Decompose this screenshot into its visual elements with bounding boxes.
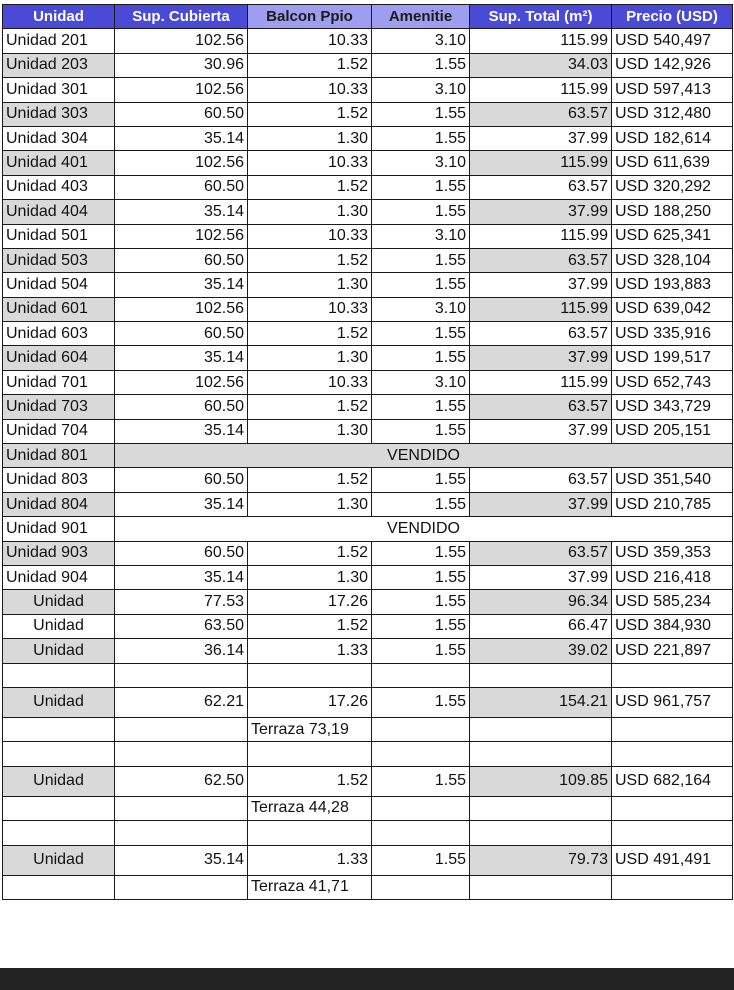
table-row <box>3 29 733 53</box>
amenitie-cell: 1.55 <box>372 175 470 199</box>
amenitie-cell: 1.55 <box>372 53 470 77</box>
balcon-cell: 1.30 <box>248 273 372 297</box>
sup-cubierta-cell: 35.14 <box>115 273 248 297</box>
empty-cell <box>612 663 733 687</box>
sup-total-cell: 63.57 <box>470 468 612 492</box>
sup-total-cell: 34.03 <box>470 53 612 77</box>
balcon-cell: 1.30 <box>248 419 372 443</box>
empty-cell <box>3 796 115 820</box>
empty-cell <box>470 742 612 766</box>
unit-cell: Unidad 303 <box>3 102 115 126</box>
sup-total-cell: 115.99 <box>470 224 612 248</box>
empty-cell <box>612 742 733 766</box>
empty-cell <box>470 796 612 820</box>
sold-status: VENDIDO <box>115 444 733 468</box>
amenitie-cell: 1.55 <box>372 639 470 663</box>
balcon-cell: 1.33 <box>248 845 372 875</box>
amenitie-cell: 1.55 <box>372 322 470 346</box>
table-row <box>3 78 733 102</box>
unit-cell: Unidad 901 <box>3 517 115 541</box>
empty-cell <box>470 717 612 741</box>
sup-cubierta-cell: 60.50 <box>115 248 248 272</box>
precio-cell: USD 335,916 <box>612 322 733 346</box>
sup-total-cell: 66.47 <box>470 614 612 638</box>
sup-cubierta-cell: 62.21 <box>115 687 248 717</box>
amenitie-cell: 1.55 <box>372 102 470 126</box>
empty-cell <box>612 875 733 899</box>
precio-cell: USD 221,897 <box>612 639 733 663</box>
empty-cell <box>372 717 470 741</box>
balcon-cell: 10.33 <box>248 224 372 248</box>
sup-total-cell: 39.02 <box>470 639 612 663</box>
unit-cell: Unidad 403 <box>3 175 115 199</box>
empty-cell <box>3 821 115 845</box>
amenitie-cell: 3.10 <box>372 370 470 394</box>
sup-total-cell: 63.57 <box>470 102 612 126</box>
terraza-cell: Terraza 41,71 <box>248 875 372 899</box>
table-row <box>3 639 733 663</box>
balcon-cell: 1.52 <box>248 468 372 492</box>
sup-cubierta-cell: 35.14 <box>115 565 248 589</box>
empty-cell <box>470 875 612 899</box>
empty-cell <box>470 821 612 845</box>
sup-cubierta-cell: 60.50 <box>115 102 248 126</box>
empty-cell <box>612 796 733 820</box>
amenitie-cell: 1.55 <box>372 687 470 717</box>
sup-cubierta-cell: 102.56 <box>115 78 248 102</box>
table-row <box>3 126 733 150</box>
amenitie-cell: 1.55 <box>372 126 470 150</box>
header-balcon-ppio: Balcon Ppio <box>248 5 372 29</box>
balcon-cell: 1.30 <box>248 346 372 370</box>
unit-cell: Unidad 501 <box>3 224 115 248</box>
balcon-cell: 1.30 <box>248 126 372 150</box>
empty-cell <box>115 663 248 687</box>
sup-total-cell: 37.99 <box>470 492 612 516</box>
table-row <box>3 224 733 248</box>
sup-cubierta-cell: 60.50 <box>115 175 248 199</box>
empty-cell <box>372 821 470 845</box>
empty-cell <box>115 796 248 820</box>
spacer-row <box>3 663 733 687</box>
sup-cubierta-cell: 77.53 <box>115 590 248 614</box>
table-row <box>3 102 733 126</box>
table-row <box>3 297 733 321</box>
amenitie-cell: 1.55 <box>372 565 470 589</box>
empty-cell <box>115 717 248 741</box>
amenitie-cell: 1.55 <box>372 590 470 614</box>
sup-total-cell: 37.99 <box>470 200 612 224</box>
balcon-cell: 1.52 <box>248 102 372 126</box>
amenitie-cell: 1.55 <box>372 614 470 638</box>
empty-cell <box>470 663 612 687</box>
balcon-cell: 17.26 <box>248 590 372 614</box>
precio-cell: USD 597,413 <box>612 78 733 102</box>
sup-total-cell: 115.99 <box>470 29 612 53</box>
unit-cell: Unidad 603 <box>3 322 115 346</box>
unit-cell: Unidad <box>3 639 115 663</box>
sup-cubierta-cell: 60.50 <box>115 395 248 419</box>
unit-cell: Unidad <box>3 766 115 796</box>
sup-total-cell: 115.99 <box>470 78 612 102</box>
unit-cell: Unidad <box>3 845 115 875</box>
terraza-cell: Terraza 44,28 <box>248 796 372 820</box>
table-row <box>3 614 733 638</box>
unit-cell: Unidad 601 <box>3 297 115 321</box>
table-row <box>3 687 733 717</box>
balcon-cell: 1.52 <box>248 175 372 199</box>
pricing-table <box>2 4 733 900</box>
sup-cubierta-cell: 30.96 <box>115 53 248 77</box>
sup-total-cell: 63.57 <box>470 175 612 199</box>
header-amenitie: Amenitie <box>372 5 470 29</box>
balcon-cell: 10.33 <box>248 78 372 102</box>
empty-cell <box>372 875 470 899</box>
balcon-cell: 10.33 <box>248 151 372 175</box>
sup-total-cell: 79.73 <box>470 845 612 875</box>
unit-cell: Unidad 804 <box>3 492 115 516</box>
balcon-cell: 1.52 <box>248 322 372 346</box>
table-row <box>3 492 733 516</box>
precio-cell: USD 491,491 <box>612 845 733 875</box>
precio-cell: USD 639,042 <box>612 297 733 321</box>
empty-cell <box>248 663 372 687</box>
amenitie-cell: 3.10 <box>372 151 470 175</box>
sup-cubierta-cell: 102.56 <box>115 370 248 394</box>
sup-cubierta-cell: 102.56 <box>115 224 248 248</box>
precio-cell: USD 540,497 <box>612 29 733 53</box>
header-row <box>3 5 733 29</box>
empty-cell <box>3 663 115 687</box>
balcon-cell: 1.30 <box>248 492 372 516</box>
amenitie-cell: 3.10 <box>372 29 470 53</box>
amenitie-cell: 1.55 <box>372 419 470 443</box>
table-row <box>3 370 733 394</box>
header-unidad: Unidad <box>3 5 115 29</box>
sold-row <box>3 444 733 468</box>
amenitie-cell: 1.55 <box>372 273 470 297</box>
terrace-row <box>3 717 733 741</box>
terraza-cell: Terraza 73,19 <box>248 717 372 741</box>
unit-cell: Unidad 301 <box>3 78 115 102</box>
sup-total-cell: 109.85 <box>470 766 612 796</box>
empty-cell <box>372 742 470 766</box>
balcon-cell: 1.52 <box>248 614 372 638</box>
amenitie-cell: 1.55 <box>372 200 470 224</box>
precio-cell: USD 351,540 <box>612 468 733 492</box>
sup-cubierta-cell: 35.14 <box>115 346 248 370</box>
amenitie-cell: 1.55 <box>372 845 470 875</box>
precio-cell: USD 343,729 <box>612 395 733 419</box>
empty-cell <box>248 821 372 845</box>
sup-total-cell: 37.99 <box>470 273 612 297</box>
precio-cell: USD 182,614 <box>612 126 733 150</box>
sold-status: VENDIDO <box>115 517 733 541</box>
table-row <box>3 200 733 224</box>
empty-cell <box>3 875 115 899</box>
unit-cell: Unidad 903 <box>3 541 115 565</box>
amenitie-cell: 1.55 <box>372 492 470 516</box>
table-row <box>3 766 733 796</box>
amenitie-cell: 1.55 <box>372 541 470 565</box>
precio-cell: USD 188,250 <box>612 200 733 224</box>
table-row <box>3 845 733 875</box>
sup-cubierta-cell: 102.56 <box>115 297 248 321</box>
table-row <box>3 419 733 443</box>
sup-cubierta-cell: 35.14 <box>115 126 248 150</box>
empty-cell <box>115 875 248 899</box>
amenitie-cell: 1.55 <box>372 248 470 272</box>
unit-cell: Unidad <box>3 687 115 717</box>
precio-cell: USD 328,104 <box>612 248 733 272</box>
empty-cell <box>612 717 733 741</box>
terrace-row <box>3 796 733 820</box>
sup-cubierta-cell: 102.56 <box>115 151 248 175</box>
sup-total-cell: 37.99 <box>470 126 612 150</box>
precio-cell: USD 961,757 <box>612 687 733 717</box>
sup-cubierta-cell: 60.50 <box>115 468 248 492</box>
unit-cell: Unidad 401 <box>3 151 115 175</box>
balcon-cell: 1.52 <box>248 248 372 272</box>
unit-cell: Unidad 904 <box>3 565 115 589</box>
balcon-cell: 10.33 <box>248 29 372 53</box>
unit-cell: Unidad <box>3 590 115 614</box>
sup-cubierta-cell: 60.50 <box>115 541 248 565</box>
balcon-cell: 17.26 <box>248 687 372 717</box>
amenitie-cell: 3.10 <box>372 224 470 248</box>
bottom-bar <box>0 968 734 990</box>
unit-cell: Unidad 803 <box>3 468 115 492</box>
precio-cell: USD 384,930 <box>612 614 733 638</box>
spacer-row <box>3 821 733 845</box>
sup-total-cell: 115.99 <box>470 297 612 321</box>
table-row <box>3 273 733 297</box>
empty-cell <box>612 821 733 845</box>
sup-total-cell: 115.99 <box>470 151 612 175</box>
empty-cell <box>3 717 115 741</box>
terrace-row <box>3 875 733 899</box>
unit-cell: Unidad 801 <box>3 444 115 468</box>
unit-cell: Unidad 203 <box>3 53 115 77</box>
precio-cell: USD 625,341 <box>612 224 733 248</box>
sup-total-cell: 37.99 <box>470 346 612 370</box>
balcon-cell: 1.30 <box>248 565 372 589</box>
empty-cell <box>372 663 470 687</box>
sup-total-cell: 96.34 <box>470 590 612 614</box>
table-row <box>3 395 733 419</box>
unit-cell: Unidad 201 <box>3 29 115 53</box>
table-row <box>3 346 733 370</box>
precio-cell: USD 210,785 <box>612 492 733 516</box>
precio-cell: USD 359,353 <box>612 541 733 565</box>
empty-cell <box>115 742 248 766</box>
table-row <box>3 541 733 565</box>
balcon-cell: 10.33 <box>248 370 372 394</box>
header-precio: Precio (USD) <box>612 5 733 29</box>
table-row <box>3 590 733 614</box>
sup-total-cell: 115.99 <box>470 370 612 394</box>
precio-cell: USD 205,151 <box>612 419 733 443</box>
unit-cell: Unidad 404 <box>3 200 115 224</box>
unit-cell: Unidad 304 <box>3 126 115 150</box>
sup-cubierta-cell: 35.14 <box>115 492 248 516</box>
precio-cell: USD 312,480 <box>612 102 733 126</box>
amenitie-cell: 1.55 <box>372 346 470 370</box>
empty-cell <box>372 796 470 820</box>
precio-cell: USD 216,418 <box>612 565 733 589</box>
spacer-row <box>3 742 733 766</box>
table-row <box>3 565 733 589</box>
unit-cell: Unidad 604 <box>3 346 115 370</box>
precio-cell: USD 142,926 <box>612 53 733 77</box>
balcon-cell: 1.52 <box>248 541 372 565</box>
sold-row <box>3 517 733 541</box>
table-row <box>3 175 733 199</box>
sup-cubierta-cell: 102.56 <box>115 29 248 53</box>
sup-cubierta-cell: 60.50 <box>115 322 248 346</box>
sup-cubierta-cell: 63.50 <box>115 614 248 638</box>
balcon-cell: 1.30 <box>248 200 372 224</box>
balcon-cell: 10.33 <box>248 297 372 321</box>
precio-cell: USD 652,743 <box>612 370 733 394</box>
table-row <box>3 468 733 492</box>
sup-total-cell: 63.57 <box>470 395 612 419</box>
precio-cell: USD 682,164 <box>612 766 733 796</box>
balcon-cell: 1.33 <box>248 639 372 663</box>
unit-cell: Unidad 503 <box>3 248 115 272</box>
balcon-cell: 1.52 <box>248 766 372 796</box>
table-row <box>3 151 733 175</box>
sup-total-cell: 37.99 <box>470 419 612 443</box>
sup-cubierta-cell: 35.14 <box>115 200 248 224</box>
unit-cell: Unidad 504 <box>3 273 115 297</box>
unit-cell: Unidad 703 <box>3 395 115 419</box>
sup-total-cell: 63.57 <box>470 248 612 272</box>
sup-total-cell: 154.21 <box>470 687 612 717</box>
precio-cell: USD 611,639 <box>612 151 733 175</box>
amenitie-cell: 3.10 <box>372 297 470 321</box>
empty-cell <box>3 742 115 766</box>
header-sup-cubierta: Sup. Cubierta <box>115 5 248 29</box>
sup-total-cell: 63.57 <box>470 541 612 565</box>
sup-cubierta-cell: 36.14 <box>115 639 248 663</box>
sup-total-cell: 37.99 <box>470 565 612 589</box>
table-row <box>3 53 733 77</box>
precio-cell: USD 199,517 <box>612 346 733 370</box>
empty-cell <box>248 742 372 766</box>
table-row <box>3 248 733 272</box>
sup-cubierta-cell: 35.14 <box>115 419 248 443</box>
sup-cubierta-cell: 35.14 <box>115 845 248 875</box>
unit-cell: Unidad <box>3 614 115 638</box>
sup-total-cell: 63.57 <box>470 322 612 346</box>
amenitie-cell: 3.10 <box>372 78 470 102</box>
table-row <box>3 322 733 346</box>
table-body <box>3 29 733 900</box>
amenitie-cell: 1.55 <box>372 395 470 419</box>
unit-cell: Unidad 701 <box>3 370 115 394</box>
precio-cell: USD 320,292 <box>612 175 733 199</box>
balcon-cell: 1.52 <box>248 53 372 77</box>
amenitie-cell: 1.55 <box>372 766 470 796</box>
precio-cell: USD 193,883 <box>612 273 733 297</box>
sup-cubierta-cell: 62.50 <box>115 766 248 796</box>
header-sup-total: Sup. Total (m²) <box>470 5 612 29</box>
balcon-cell: 1.52 <box>248 395 372 419</box>
empty-cell <box>115 821 248 845</box>
amenitie-cell: 1.55 <box>372 468 470 492</box>
precio-cell: USD 585,234 <box>612 590 733 614</box>
unit-cell: Unidad 704 <box>3 419 115 443</box>
